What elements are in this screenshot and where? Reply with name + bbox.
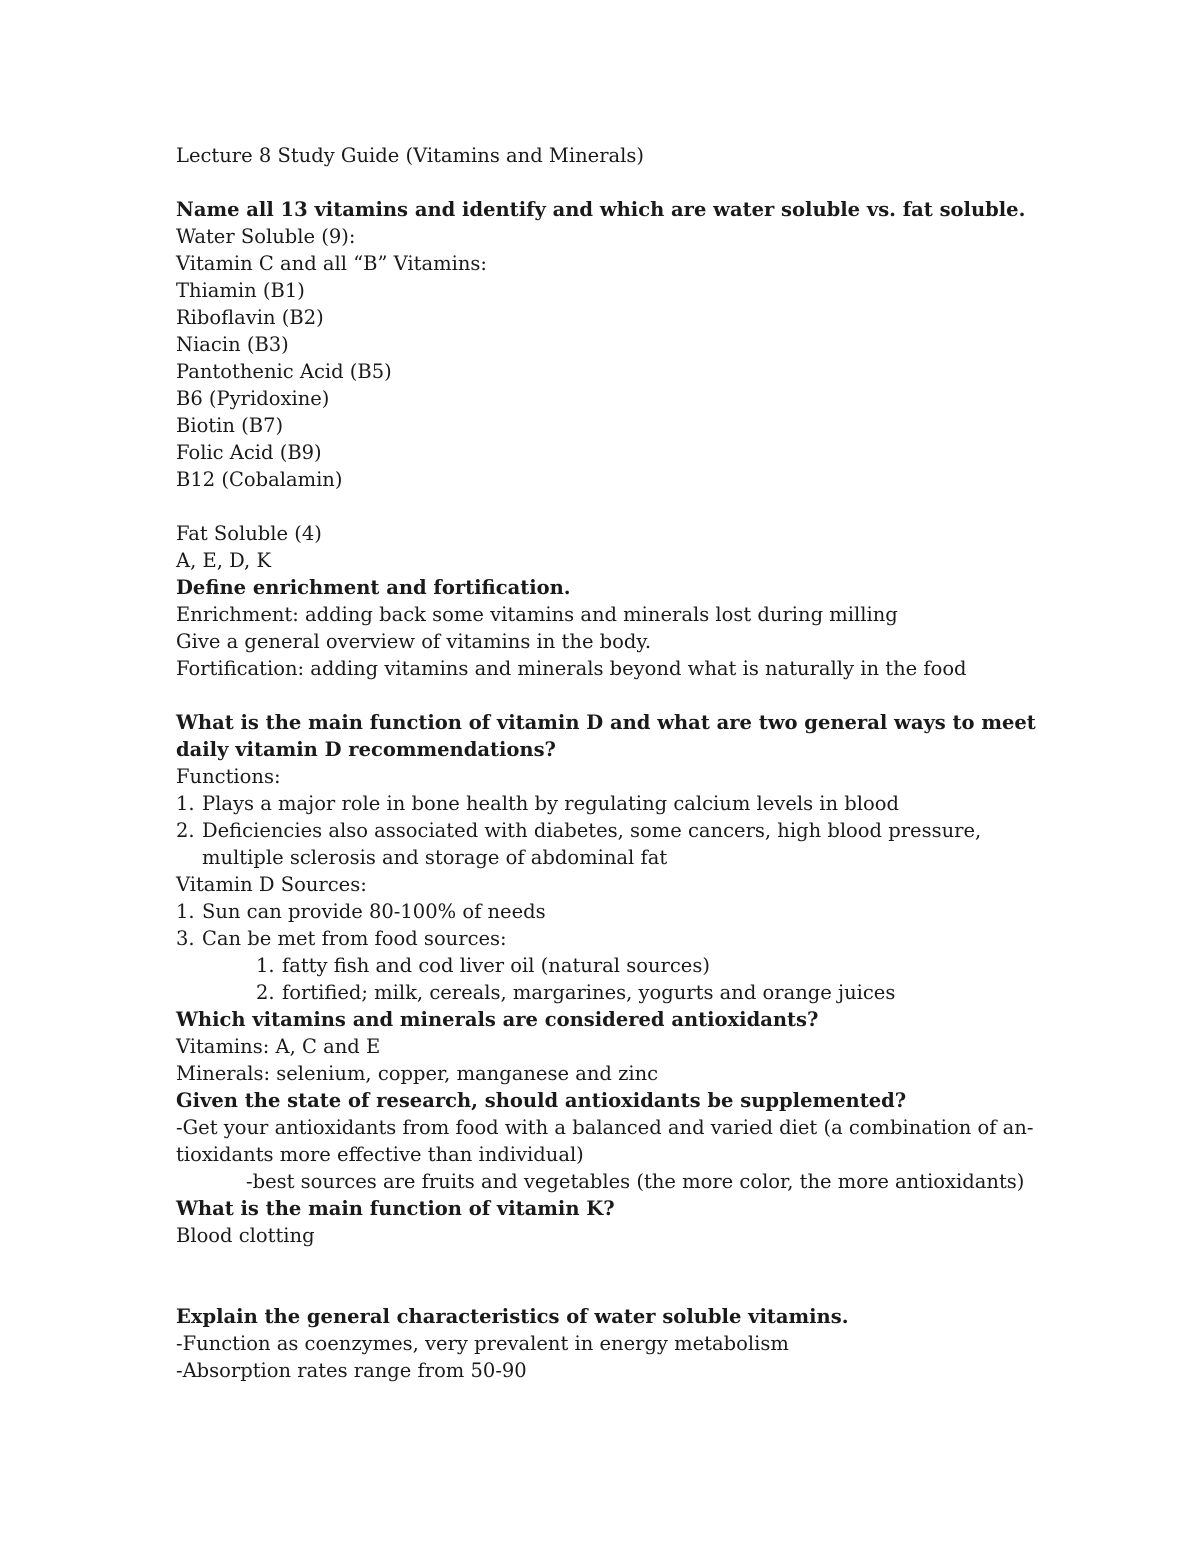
water-soluble-intro: Vitamin C and all “B” Vitamins: — [176, 252, 487, 275]
numbered-item — [176, 790, 1056, 817]
item-text: fortified; milk, cereals, margarines, yogurts and orange juices — [282, 981, 896, 1004]
numbered-item — [176, 898, 1056, 925]
answer-line: Give a general overview of vitamins in the body. — [176, 630, 652, 653]
item-text: Deficiencies also associated with diabetes, some cancers, high blood pressure, multiple sclerosis and storage of abdominal fat — [202, 819, 982, 869]
document-title: Lecture 8 Study Guide (Vitamins and Minerals) — [176, 144, 645, 167]
document-page — [176, 142, 1056, 1384]
list-item: B12 (Cobalamin) — [176, 468, 343, 491]
list-item: Niacin (B3) — [176, 333, 289, 356]
question-water-soluble: Explain the general characteristics of water soluble vitamins. — [176, 1305, 849, 1328]
question-enrichment: Define enrichment and fortification. — [176, 576, 571, 599]
spacer — [176, 1249, 1056, 1303]
item-text: fatty fish and cod liver oil (natural sources) — [282, 954, 710, 977]
list-item: B6 (Pyridoxine) — [176, 387, 330, 410]
item-number: 1. — [256, 954, 275, 977]
fat-soluble-items: A, E, D, K — [176, 549, 272, 572]
answer-line: -Get your antioxidants from food with a balanced and varied diet (a combination of an-tioxidants more effective than individual) — [176, 1116, 1034, 1166]
spacer — [176, 493, 1056, 520]
answer-line: Enrichment: adding back some vitamins and minerals lost during milling — [176, 603, 898, 626]
list-item: Riboflavin (B2) — [176, 306, 324, 329]
question-vitamins-list: Name all 13 vitamins and identify and which are water soluble vs. fat soluble. — [176, 198, 1026, 221]
answer-line: Fortification: adding vitamins and minerals beyond what is naturally in the food — [176, 657, 967, 680]
answer-line: Blood clotting — [176, 1224, 315, 1247]
item-number: 2. — [256, 981, 275, 1004]
item-number: 3. — [176, 927, 195, 950]
sources-label: Vitamin D Sources: — [176, 873, 367, 896]
item-text: Sun can provide 80-100% of needs — [202, 900, 546, 923]
answer-subline: -best sources are fruits and vegetables (the more color, the more antioxidants) — [246, 1170, 1025, 1193]
list-item: Thiamin (B1) — [176, 279, 305, 302]
list-item: Folic Acid (B9) — [176, 441, 322, 464]
list-item: Pantothenic Acid (B5) — [176, 360, 392, 383]
question-supplements: Given the state of research, should antioxidants be supplemented? — [176, 1089, 907, 1112]
answer-line: Vitamins: A, C and E — [176, 1035, 381, 1058]
item-text: Can be met from food sources: — [202, 927, 507, 950]
question-vitamin-d: What is the main function of vitamin D and what are two general ways to meet daily vitamin D recommendations? — [176, 711, 1036, 761]
spacer — [176, 682, 1056, 709]
fat-soluble-heading: Fat Soluble (4) — [176, 522, 322, 545]
item-number: 2. — [176, 819, 195, 842]
answer-line: -Function as coenzymes, very prevalent in energy metabolism — [176, 1332, 789, 1355]
spacer — [176, 169, 1056, 196]
water-soluble-heading: Water Soluble (9): — [176, 225, 356, 248]
answer-line: -Absorption rates range from 50-90 — [176, 1359, 527, 1382]
numbered-subitem — [176, 979, 1056, 1006]
question-antioxidants: Which vitamins and minerals are considered antioxidants? — [176, 1008, 819, 1031]
functions-label: Functions: — [176, 765, 281, 788]
item-text: Plays a major role in bone health by regulating calcium levels in blood — [202, 792, 899, 815]
question-vitamin-k: What is the main function of vitamin K? — [176, 1197, 615, 1220]
numbered-item — [176, 817, 1056, 871]
numbered-item — [176, 925, 1056, 952]
answer-line: Minerals: selenium, copper, manganese and zinc — [176, 1062, 659, 1085]
item-number: 1. — [176, 792, 195, 815]
item-number: 1. — [176, 900, 195, 923]
numbered-subitem — [176, 952, 1056, 979]
list-item: Biotin (B7) — [176, 414, 284, 437]
